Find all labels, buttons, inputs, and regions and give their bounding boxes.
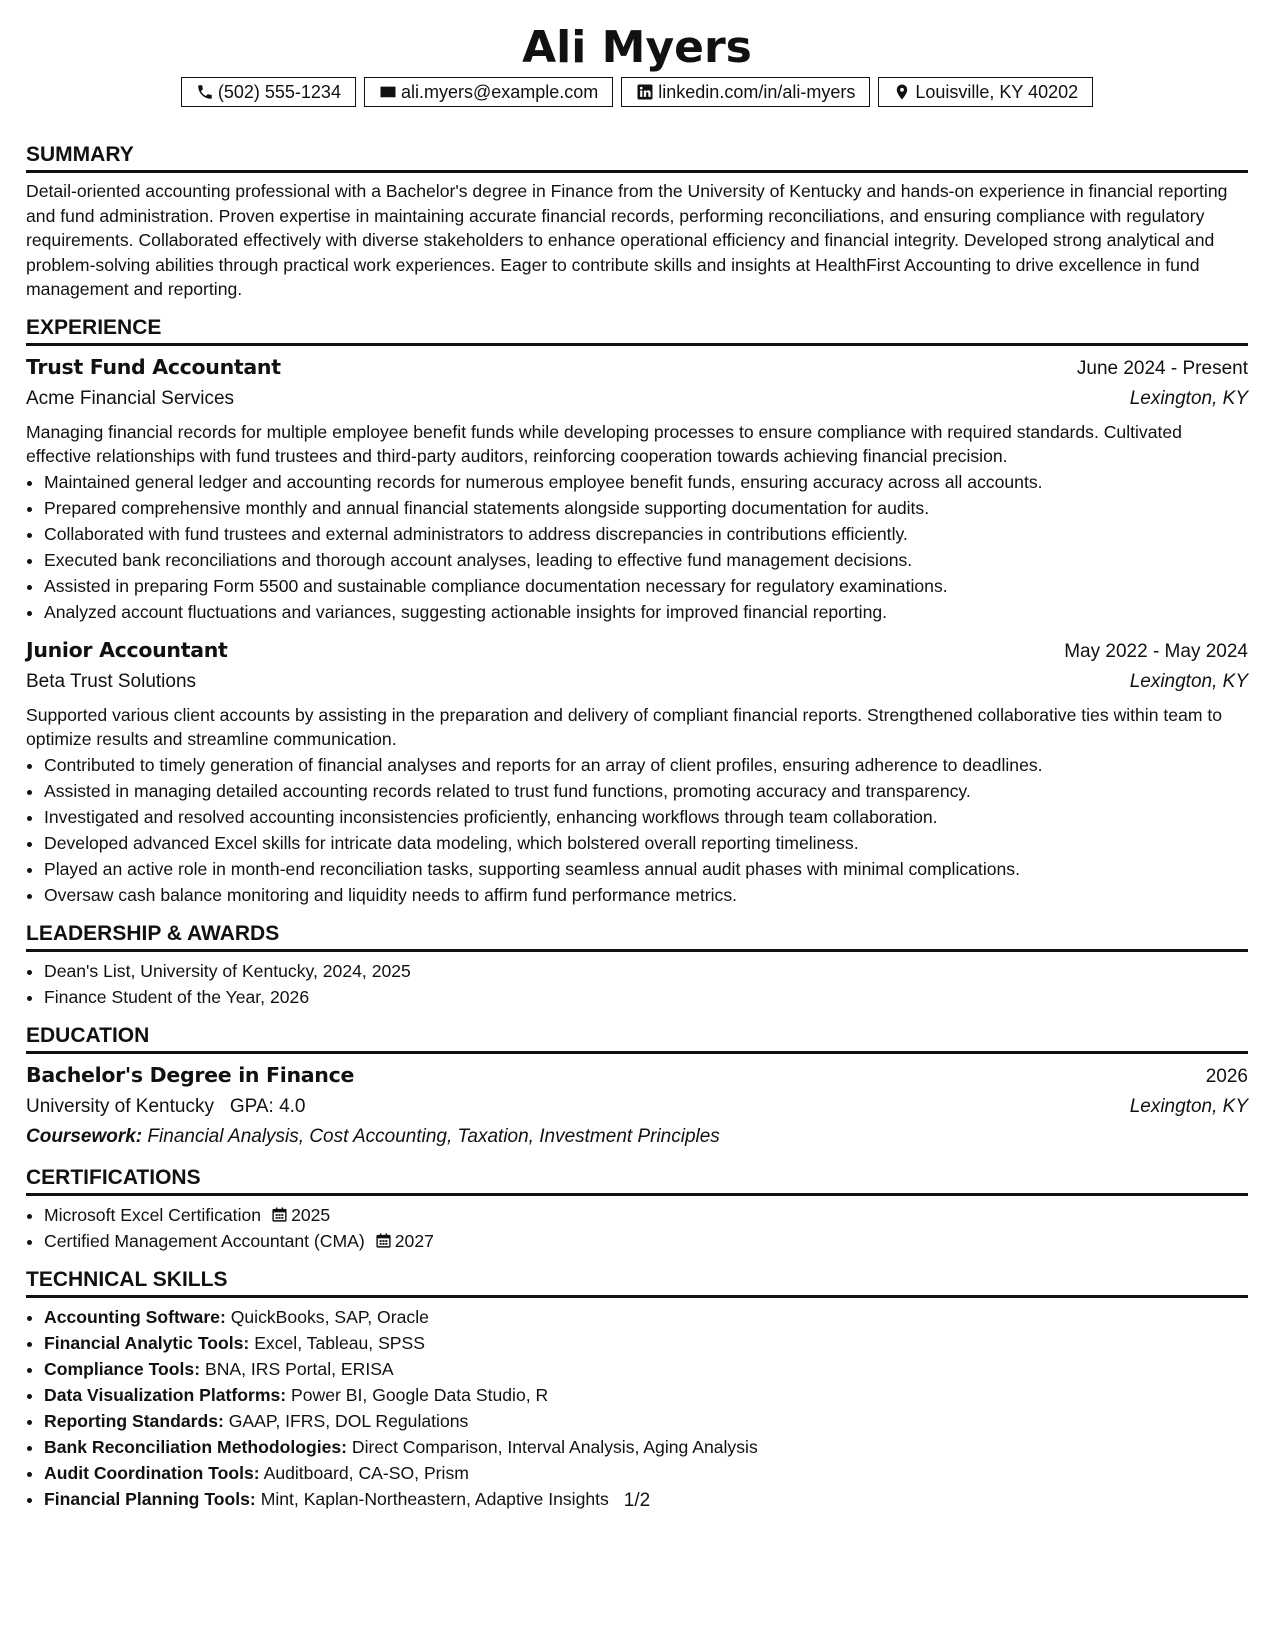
experience-section [26, 314, 1248, 908]
summary-heading: SUMMARY [26, 141, 1248, 173]
list-item: • Investigated and resolved accounting inconsistencies proficiently, enhancing workflows through team collaboration. [44, 804, 1248, 830]
degree-title: Bachelor's Degree in Finance [26, 1062, 355, 1087]
skills-heading: TECHNICAL SKILLS [26, 1266, 1248, 1298]
cert-name: • Microsoft Excel Certification [44, 1204, 262, 1225]
list-item: • Maintained general ledger and accounting records for numerous employee benefit funds, ensuring accuracy across all accounts. [44, 469, 1248, 495]
degree-year: 2026 [1205, 1065, 1248, 1087]
contact-bar [26, 77, 1248, 107]
list-item [44, 1460, 1248, 1486]
list-item [44, 1434, 1248, 1460]
school-location: Lexington, KY [1129, 1095, 1248, 1117]
list-item [44, 1408, 1248, 1434]
calendar-icon [271, 1206, 288, 1223]
job-dates: June 2024 - Present [1076, 357, 1248, 379]
skill-value: Power BI, Google Data Studio, R [291, 1384, 549, 1405]
list-item: • Analyzed account fluctuations and variances, suggesting actionable insights for improved financial reporting. [44, 599, 1248, 625]
contact-location [878, 77, 1093, 107]
leadership-heading: LEADERSHIP & AWARDS [26, 920, 1248, 952]
coursework-label: Coursework: [26, 1125, 143, 1147]
phone-icon [196, 83, 214, 101]
skill-value: GAAP, IFRS, DOL Regulations [228, 1410, 469, 1431]
experience-heading: EXPERIENCE [26, 314, 1248, 346]
job-company: Beta Trust Solutions [26, 670, 197, 692]
job-company: Acme Financial Services [26, 387, 235, 409]
list-item: • Assisted in managing detailed accounting records related to trust fund functions, promoting accuracy and transparency. [44, 778, 1248, 804]
skill-label: Financial Planning Tools: [44, 1488, 256, 1509]
cert-year: 2025 [291, 1204, 331, 1225]
skill-label: Audit Coordination Tools: [44, 1462, 260, 1483]
job-title: Trust Fund Accountant [26, 354, 281, 379]
list-item: • Contributed to timely generation of financial analyses and reports for an array of client profiles, ensuring adherence to deadlines. [44, 752, 1248, 778]
job-dates: May 2022 - May 2024 [1064, 640, 1248, 662]
skill-value: Direct Comparison, Interval Analysis, Aging Analysis [351, 1436, 758, 1457]
coursework [26, 1122, 1248, 1152]
list-item [44, 1330, 1248, 1356]
job-title: Junior Accountant [26, 637, 228, 662]
skill-label: Financial Analytic Tools: [44, 1332, 250, 1353]
education-heading: EDUCATION [26, 1022, 1248, 1054]
skill-label: Reporting Standards: [44, 1410, 224, 1431]
list-item: • Played an active role in month-end reconciliation tasks, supporting seamless annual audit phases with minimal complications. [44, 856, 1248, 882]
contact-phone[interactable] [181, 77, 356, 107]
skills-section [26, 1266, 1248, 1512]
contact-linkedin[interactable] [621, 77, 870, 107]
list-item: • Oversaw cash balance monitoring and liquidity needs to affirm fund performance metrics. [44, 882, 1248, 908]
school-line [26, 1092, 306, 1122]
contact-location-text: Louisville, KY 40202 [915, 82, 1079, 102]
contact-email-text: ali.myers@example.com [400, 82, 599, 102]
email-icon [379, 83, 397, 101]
cert-name: • Certified Management Accountant (CMA) [44, 1230, 365, 1251]
contact-phone-text: (502) 555-1234 [217, 82, 341, 102]
job-bullets [26, 752, 1248, 908]
job-entry [26, 352, 1248, 625]
skill-label: Bank Reconciliation Methodologies: [44, 1436, 348, 1457]
calendar-icon [375, 1232, 392, 1249]
list-item: • Dean's List, University of Kentucky, 2024, 2025 [44, 958, 1248, 984]
leadership-section [26, 920, 1248, 1010]
page-indicator: 1/2 [623, 1490, 651, 1511]
job-entry [26, 635, 1248, 908]
skills-list [26, 1304, 1248, 1512]
skill-label: Accounting Software: [44, 1306, 226, 1327]
list-item: • Assisted in preparing Form 5500 and sustainable compliance documentation necessary for regulatory examinations. [44, 573, 1248, 599]
job-bullets [26, 469, 1248, 625]
gpa: GPA: 4.0 [229, 1095, 306, 1117]
job-description: Managing financial records for multiple employee benefit funds while developing processes to ensure compliance with required standards. Cultivated effective relationships with fund trustees and third-party auditors, reinforcing cooperation towards achieving financial precision. [26, 421, 1182, 466]
list-item [44, 1304, 1248, 1330]
summary-text: Detail-oriented accounting professional with a Bachelor's degree in Finance from the University of Kentucky and hands-on experience in financial reporting and fund administration. Proven expertise in maintaining accurate financial records, performing reconciliations, and ensuring compliance with regulatory requirements. Collaborated effectively with diverse stakeholders to enhance operational efficiency and financial integrity. Developed strong analytical and problem-solving abilities through practical work experiences. Eager to contribute skills and insights at HealthFirst Accounting to drive excellence in fund management and reporting. [26, 181, 1228, 299]
coursework-list: Financial Analysis, Cost Accounting, Taxation, Investment Principles [147, 1125, 720, 1147]
cert-year: 2027 [394, 1230, 434, 1251]
skill-label: Data Visualization Platforms: [44, 1384, 287, 1405]
certifications-heading: CERTIFICATIONS [26, 1164, 1248, 1196]
certifications-section [26, 1164, 1248, 1254]
job-description: Supported various client accounts by assisting in the preparation and delivery of compliant financial reports. Strengthened collaborative ties within team to optimize results and streamline communication. [26, 704, 1223, 749]
leadership-list [26, 958, 1248, 1010]
skill-value: BNA, IRS Portal, ERISA [204, 1358, 394, 1379]
linkedin-icon [636, 83, 654, 101]
skill-value: Auditboard, CA-SO, Prism [263, 1462, 469, 1483]
skill-value: Excel, Tableau, SPSS [254, 1332, 426, 1353]
certifications-list [26, 1202, 1248, 1254]
list-item: • Executed bank reconciliations and thorough account analyses, leading to effective fund management decisions. [44, 547, 1248, 573]
list-item [44, 1356, 1248, 1382]
list-item: • Collaborated with fund trustees and external administrators to address discrepancies in contributions efficiently. [44, 521, 1248, 547]
skill-value: QuickBooks, SAP, Oracle [230, 1306, 429, 1327]
job-location: Lexington, KY [1129, 387, 1248, 409]
education-section [26, 1022, 1248, 1152]
list-item [44, 1382, 1248, 1408]
location-icon [893, 83, 911, 101]
school-name: University of Kentucky [26, 1095, 214, 1117]
summary-section [26, 141, 1248, 302]
job-location: Lexington, KY [1129, 670, 1248, 692]
list-item: • Prepared comprehensive monthly and annual financial statements alongside supporting documentation for audits. [44, 495, 1248, 521]
list-item [44, 1202, 1248, 1228]
list-item: • Finance Student of the Year, 2026 [44, 984, 1248, 1010]
contact-linkedin-text: linkedin.com/in/ali-myers [658, 82, 856, 102]
skill-label: Compliance Tools: [44, 1358, 201, 1379]
skill-value: Mint, Kaplan-Northeastern, Adaptive Insights [260, 1488, 609, 1509]
list-item: • Developed advanced Excel skills for intricate data modeling, which bolstered overall reporting timeliness. [44, 830, 1248, 856]
candidate-name: Ali Myers [522, 22, 752, 73]
contact-email[interactable] [364, 77, 613, 107]
resume-page [26, 0, 1248, 1512]
list-item [44, 1228, 1248, 1254]
